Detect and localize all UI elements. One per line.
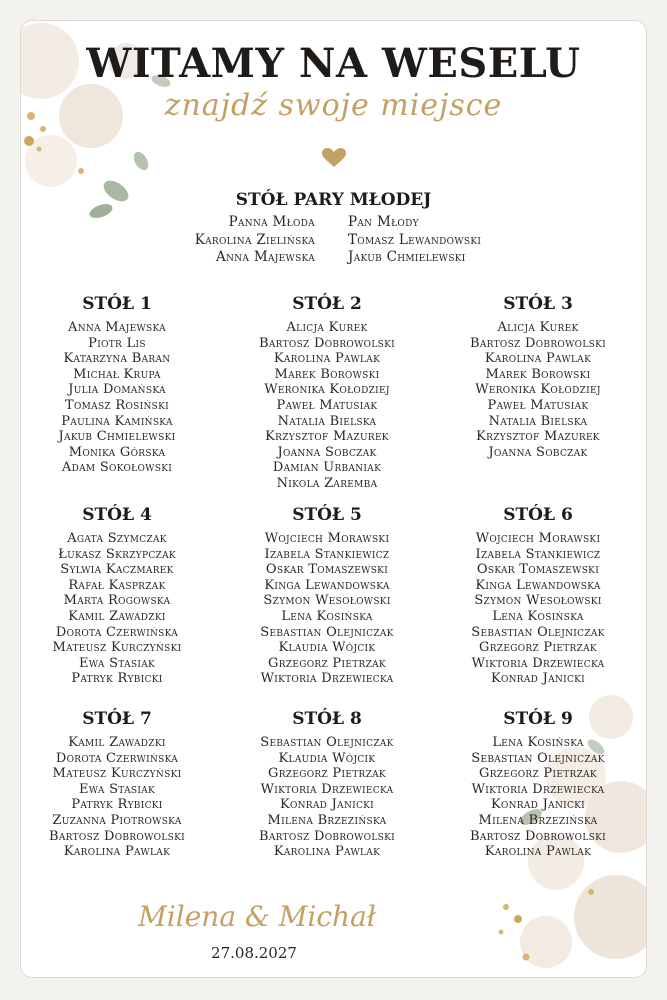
guest-name: Szymon Wesołowski	[263, 593, 391, 609]
page-title: WITAMY NA WESELU	[86, 40, 581, 87]
table-block	[438, 294, 638, 460]
guest-list	[438, 320, 638, 460]
guest-name: Kinga Lewandowska	[475, 577, 601, 593]
guest-name: Joanna Sobczak	[488, 444, 588, 460]
guest-name: Alicja Kurek	[497, 320, 579, 335]
guest-name: Natalia Bielska	[277, 413, 377, 429]
page-subtitle: znajdź swoje miejsce	[164, 88, 503, 123]
guest-name: Milena Brzezińska	[267, 812, 387, 828]
guest-name: Bartosz Dobrowolski	[470, 335, 606, 351]
guest-name: Weronika Kołodziej	[475, 382, 601, 398]
guest-name: Izabela Stankiewicz	[264, 546, 390, 562]
guest-name: Natalia Bielska	[488, 413, 588, 429]
guest-name: Tomasz Rosiński	[64, 397, 170, 413]
guest-name: Weronika Kołodziej	[264, 382, 390, 398]
guest-name: Bartosz Dobrowolski	[259, 828, 395, 844]
guest-name: Jakub Chmielewski	[58, 429, 176, 445]
table-name: STÓŁ 3	[503, 294, 573, 314]
table-name: STÓŁ 2	[292, 294, 362, 314]
guest-name: Patryk Rybicki	[71, 671, 163, 687]
guest-name: Bartosz Dobrowolski	[470, 828, 606, 844]
table-block	[17, 294, 217, 476]
guest-name: Konrad Janicki	[279, 797, 375, 813]
guest-name: Agata Szymczak	[67, 531, 167, 546]
guest-name: Wojciech Morawski	[475, 531, 601, 546]
guest-name: Karolina Pawlak	[484, 844, 592, 860]
guest-name: Lena Kosińska	[492, 735, 584, 750]
guest-name: Patryk Rybicki	[71, 797, 163, 813]
guest-name: Sylwia Kaczmarek	[60, 562, 174, 578]
guest-name: Milena Brzezińska	[478, 812, 598, 828]
guest-name: Alicja Kurek	[286, 320, 368, 335]
guest-name: Oskar Tomaszewski	[476, 562, 600, 578]
guest-name: Marta Rogowska	[63, 593, 171, 609]
guest-name: Kamil Zawadzki	[68, 735, 166, 750]
guest-name: Oskar Tomaszewski	[265, 562, 389, 578]
guest-name: Klaudia Wójcik	[278, 750, 376, 766]
guest-name: Kamil Zawadzki	[68, 608, 166, 624]
table-block	[227, 294, 427, 492]
guest-name: Lena Kosińska	[492, 608, 584, 624]
guest-list	[17, 320, 217, 476]
guest-list	[438, 531, 638, 687]
guest-name: Wiktoria Drzewiecka	[471, 781, 605, 797]
guest-name: Szymon Wesołowski	[474, 593, 602, 609]
table-block	[227, 505, 427, 687]
guest-name: Konrad Janicki	[490, 671, 586, 687]
guest-name: Konrad Janicki	[490, 797, 586, 813]
guest-name: Sebastian Olejniczak	[471, 624, 605, 640]
guest-name: Karolina Pawlak	[273, 844, 381, 860]
guest-name: Grzegorz Pietrzak	[268, 655, 386, 671]
guest-name: Grzegorz Pietrzak	[479, 640, 597, 656]
guest-name: Wiktoria Drzewiecka	[260, 671, 394, 687]
guest-name: Mateusz Kurczyński	[52, 766, 182, 782]
table-name: STÓŁ 9	[503, 709, 573, 729]
head-table-groom-side	[348, 214, 648, 267]
guest-list	[227, 320, 427, 492]
guest-name: Klaudia Wójcik	[278, 640, 376, 656]
guest-name: Anna Majewska	[68, 320, 166, 335]
table-block	[438, 709, 638, 860]
guest-name: Katarzyna Baran	[63, 351, 171, 367]
head-table-bride-side	[0, 214, 315, 267]
guest-name: Monika Górska	[68, 444, 166, 460]
table-name: STÓŁ 6	[503, 505, 573, 525]
table-name: STÓŁ 4	[82, 505, 152, 525]
head-table-entry: Tomasz Lewandowski	[348, 231, 482, 248]
table-name: STÓŁ 1	[82, 294, 152, 314]
guest-list	[227, 735, 427, 860]
guest-list	[438, 735, 638, 860]
guest-name: Mateusz Kurczyński	[52, 640, 182, 656]
head-table-entry: Pan Młody	[348, 214, 419, 230]
guest-name: Paulina Kamińska	[61, 413, 173, 429]
guest-name: Grzegorz Pietrzak	[479, 766, 597, 782]
guest-name: Rafał Kasprzak	[68, 577, 166, 593]
guest-name: Nikola Zaremba	[276, 475, 378, 491]
guest-list	[17, 735, 217, 860]
guest-name: Grzegorz Pietrzak	[268, 766, 386, 782]
guest-list	[17, 531, 217, 687]
table-name: STÓŁ 5	[292, 505, 362, 525]
guest-name: Paweł Matusiak	[276, 397, 378, 413]
head-table-entry: Karolina Zielińska	[194, 231, 315, 248]
guest-name: Zuzanna Piotrowska	[52, 812, 182, 828]
table-block	[17, 505, 217, 687]
guest-name: Adam Sokołowski	[61, 460, 173, 476]
head-table-title: STÓŁ PARY MŁODEJ	[235, 190, 432, 210]
guest-name: Joanna Sobczak	[277, 444, 377, 460]
guest-name: Izabela Stankiewicz	[475, 546, 601, 562]
guest-name: Marek Borowski	[485, 366, 591, 382]
guest-name: Wiktoria Drzewiecka	[471, 655, 605, 671]
table-block	[438, 505, 638, 687]
guest-name: Wiktoria Drzewiecka	[260, 781, 394, 797]
head-table-entry: Jakub Chmielewski	[348, 249, 466, 265]
wedding-date: 27.08.2027	[211, 944, 297, 962]
table-block	[227, 709, 427, 860]
head-table-entry: Panna Młoda	[228, 214, 315, 230]
guest-name: Wojciech Morawski	[264, 531, 390, 546]
table-name: STÓŁ 8	[292, 709, 362, 729]
guest-name: Karolina Pawlak	[484, 351, 592, 367]
guest-name: Karolina Pawlak	[273, 351, 381, 367]
guest-name: Piotr Lis	[88, 335, 146, 351]
guest-name: Sebastian Olejniczak	[260, 735, 394, 750]
guest-name: Krzysztof Mazurek	[476, 429, 600, 445]
guest-name: Ewa Stasiak	[78, 655, 156, 671]
guest-name: Paweł Matusiak	[487, 397, 589, 413]
guest-name: Sebastian Olejniczak	[260, 624, 394, 640]
guest-name: Karolina Pawlak	[63, 844, 171, 860]
guest-name: Dorota Czerwińska	[55, 624, 179, 640]
couple-names: Milena & Michał	[138, 900, 376, 933]
guest-name: Bartosz Dobrowolski	[49, 828, 185, 844]
head-table-entry: Anna Majewska	[216, 249, 315, 265]
guest-name: Dorota Czerwińska	[55, 750, 179, 766]
guest-name: Sebastian Olejniczak	[471, 750, 605, 766]
guest-name: Michał Krupa	[73, 366, 161, 382]
table-name: STÓŁ 7	[82, 709, 152, 729]
guest-name: Ewa Stasiak	[78, 781, 156, 797]
guest-name: Julia Domańska	[68, 382, 166, 398]
table-block	[17, 709, 217, 860]
guest-name: Łukasz Skrzypczak	[58, 546, 176, 562]
guest-name: Krzysztof Mazurek	[265, 429, 389, 445]
guest-name: Bartosz Dobrowolski	[259, 335, 395, 351]
guest-name: Damian Urbaniak	[272, 460, 382, 476]
guest-name: Kinga Lewandowska	[264, 577, 390, 593]
guest-list	[227, 531, 427, 687]
heart-icon	[322, 148, 346, 168]
guest-name: Lena Kosińska	[281, 608, 373, 624]
guest-name: Marek Borowski	[274, 366, 380, 382]
